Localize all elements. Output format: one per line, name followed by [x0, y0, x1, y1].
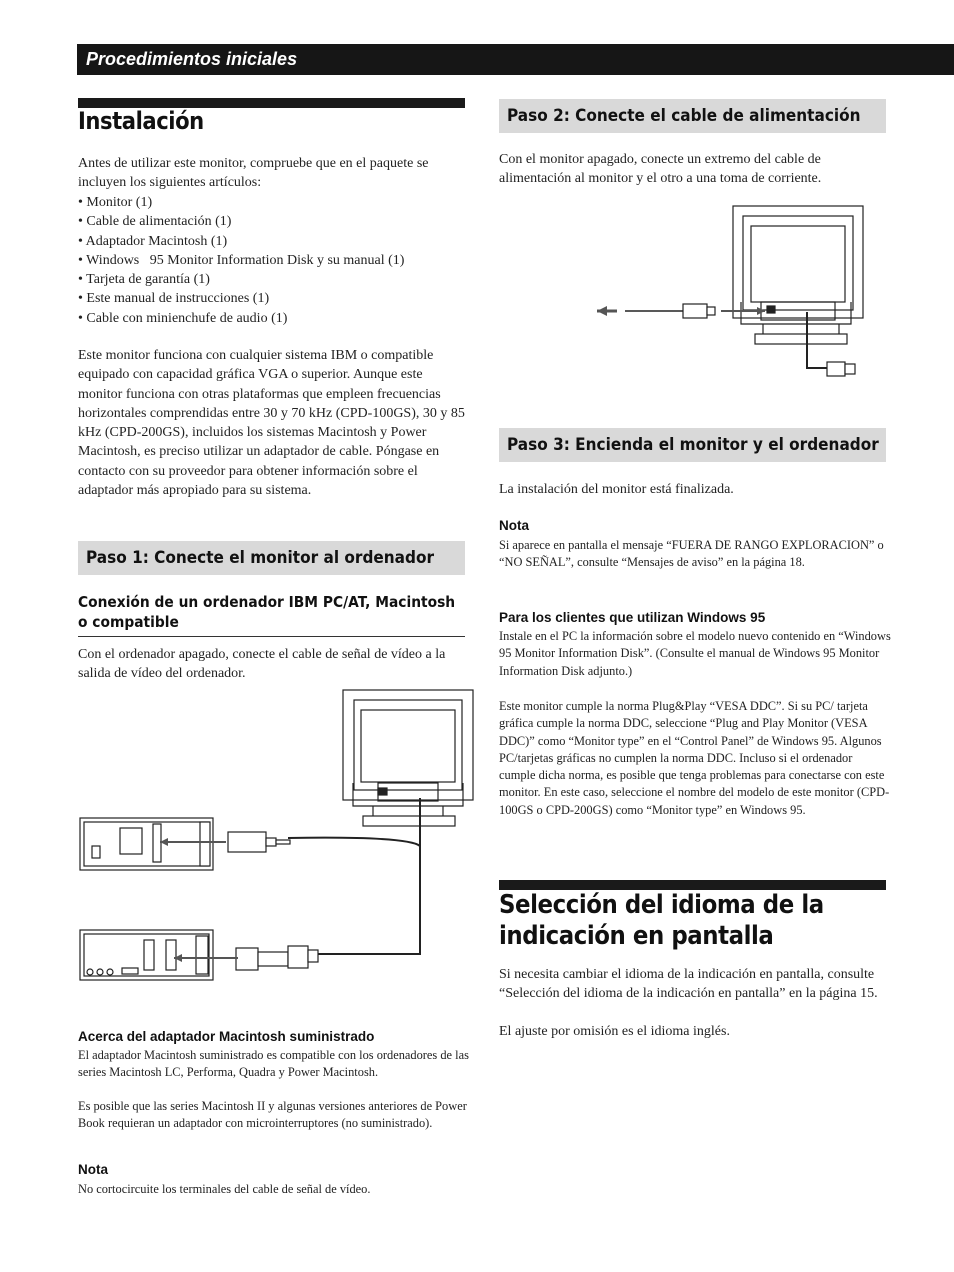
step3-note-title: Nota [499, 518, 529, 533]
list-item: • Tarjeta de garantía (1) [78, 270, 468, 289]
step1-subheading: Conexión de un ordenador IBM PC/AT, Macintosh o compatible [78, 593, 456, 631]
compatibility-paragraph: Este monitor funciona con cualquier sistema IBM o compatible equipado con capacidad gráfica VGA o superior. Aunque este monitor funciona con otras plataformas que empleen frecuencias horizontales comprendidas entre 30 y 70 kHz (CPD-100GS), 30 y 85 kHz (CPD-200GS), incluidos los sistemas Macintosh y Power Macintosh, es preciso utilizar un adaptador de cable. Póngase en contacto con su proveedor para obtener información sobre el adaptador más apropiado para su sistema. [78, 348, 465, 499]
power-connection-diagram [595, 204, 865, 384]
section-title: Procedimientos iniciales [86, 49, 298, 69]
monitor-back-illustration [733, 206, 863, 344]
step1-banner [78, 541, 465, 575]
computer-connection-diagram [78, 688, 478, 988]
step2-title: Paso 2: Conecte el cable de alimentación [507, 106, 861, 126]
language-text: Si necesita cambiar el idioma de la indicación en pantalla, consulte “Selección del idioma de la indicación en pantalla” en la página 15. [499, 967, 878, 1002]
language-title-rule [499, 880, 886, 890]
mac-adapter-paragraph-2: Es posible que las series Macintosh II y algunas versiones anteriores de Power Book requieran un adaptador con microinterruptores (no suministrado). [78, 1099, 467, 1131]
windows95-title: Para los clientes que utilizan Windows 95 [499, 610, 766, 625]
language-title: Selección del idioma de la indicación en pantalla [499, 890, 824, 951]
list-item: • Cable de alimentación (1) [78, 212, 468, 231]
step1-note-title: Nota [78, 1162, 108, 1177]
list-item: • Cable con minienchufe de audio (1) [78, 309, 468, 328]
step1-text: Con el ordenador apagado, conecte el cable de señal de vídeo a la salida de vídeo del ordenador. [78, 647, 446, 682]
mac-adapter-paragraph-1: El adaptador Macintosh suministrado es compatible con los ordenadores de las series Macintosh LC, Performa, Quadra y Power Macintosh. [78, 1048, 469, 1080]
ddc-text: Este monitor cumple la norma Plug&Play “VESA DDC”. Si su PC/ tarjeta gráfica cumple la norma DDC, seleccione “Plug and Play Monitor (VESA DDC)” como “Monitor type” en el “Control Panel” de Windows 95. Algunos PC/tarjetas gráficas no cumplen la norma DDC. Incluso si el ordenador cumple dicha norma, es posible que tenga problemas para conectarse con este monitor. En este caso, seleccione el nombre del modelo de este monitor (CPD-100GS o CPD-200GS) como “Monitor type” en Windows 95. [499, 699, 890, 817]
list-item: • Adaptador Macintosh (1) [78, 232, 468, 251]
installation-intro: Antes de utilizar este monitor, compruebe que en el paquete se incluyen los siguientes artículos: [78, 156, 429, 191]
list-item: • Windows 95 Monitor Information Disk y su manual (1) [78, 251, 468, 270]
list-item: • Este manual de instrucciones (1) [78, 289, 468, 308]
section-header-bar [77, 44, 954, 75]
list-item: • Monitor (1) [78, 193, 468, 212]
step3-banner [499, 428, 886, 462]
package-items-list [78, 193, 468, 328]
mac-adapter-title: Acerca del adaptador Macintosh suministrado [78, 1029, 375, 1044]
installation-title: Instalación [78, 107, 204, 135]
step2-banner [499, 99, 886, 133]
step3-text: La instalación del monitor está finalizada. [499, 482, 734, 497]
step3-note-text: Si aparece en pantalla el mensaje “FUERA DE RANGO EXPLORACION” o “NO SEÑAL”, consulte “Mensajes de aviso” en la página 18. [499, 538, 884, 570]
monitor-illustration [343, 690, 473, 826]
language-default: El ajuste por omisión es el idioma inglés. [499, 1024, 730, 1039]
ibm-computer-illustration [80, 818, 290, 870]
video-cable [318, 846, 420, 954]
subheading-rule [78, 636, 465, 637]
step1-note-text: No cortocircuite los terminales del cable de señal de vídeo. [78, 1182, 371, 1196]
step2-text: Con el monitor apagado, conecte un extremo del cable de alimentación al monitor y el otro a una toma de corriente. [499, 152, 822, 187]
macintosh-computer-illustration [80, 930, 318, 980]
windows95-text: Instale en el PC la información sobre el modelo nuevo contenido en “Windows 95 Monitor Information Disk”. (Consulte el manual de Windows 95 Monitor Information Disk adjunto.) [499, 629, 891, 678]
step1-title: Paso 1: Conecte el monitor al ordenador [86, 548, 435, 568]
step3-title: Paso 3: Encienda el monitor y el ordenador [507, 435, 879, 455]
